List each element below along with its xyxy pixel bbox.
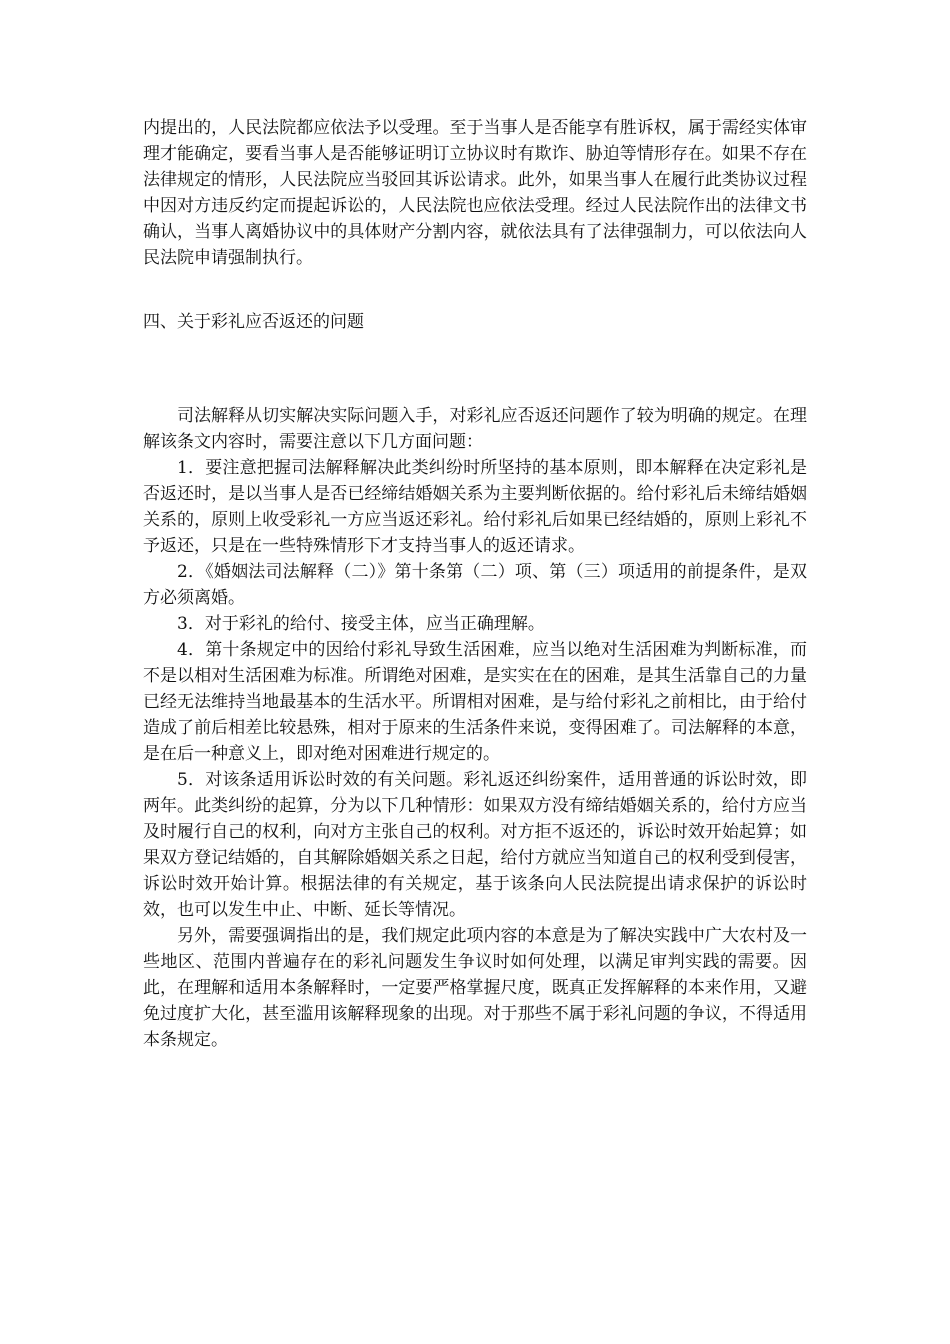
section-heading: 四、关于彩礼应否返还的问题 <box>143 312 364 332</box>
paragraph-closing: 另外，需要强调指出的是，我们规定此项内容的本意是为了解决实践中广大农村及一些地区、范围内普遍存在的彩礼问题发生争议时如何处理，以满足审判实践的需要。因此，在理解和适用本条解释时，一定要严格掌握尺度，既真正发挥解释的本来作用，又避免过度扩大化，甚至滥用该解释现象的出现。对于那些不属于彩礼问题的争议，不得适用本条规定。 <box>143 926 807 1050</box>
paragraph-item-1: 1．要注意把握司法解释解决此类纠纷时所坚持的基本原则，即本解释在决定彩礼是否返还时，是以当事人是否已经缔结婚姻关系为主要判断依据的。给付彩礼后未缔结婚姻关系的，原则上收受彩礼一方应当返还彩礼。给付彩礼后如果已经结婚的，原则上彩礼不予返还，只是在一些特殊情形下才支持当事人的返还请求。 <box>143 458 807 556</box>
paragraph-item-5: 5．对该条适用诉讼时效的有关问题。彩礼返还纠纷案件，适用普通的诉讼时效，即两年。此类纠纷的起算，分为以下几种情形：如果双方没有缔结婚姻关系的，给付方应当及时履行自己的权利，向对方主张自己的权利。对方拒不返还的，诉讼时效开始起算；如果双方登记结婚的，自其解除婚姻关系之日起，给付方就应当知道自己的权利受到侵害，诉讼时效开始计算。根据法律的有关规定，基于该条向人民法院提出请求保护的诉讼时效，也可以发生中止、中断、延长等情况。 <box>143 770 807 920</box>
paragraph-item-2: 2．《婚姻法司法解释（二）》第十条第（二）项、第（三）项适用的前提条件，是双方必须离婚。 <box>143 562 807 608</box>
paragraph-item-3: 3．对于彩礼的给付、接受主体，应当正确理解。 <box>177 614 545 634</box>
continuation-block <box>143 115 807 271</box>
body-block <box>143 403 807 1053</box>
paragraph-item-4: 4．第十条规定中的因给付彩礼导致生活困难，应当以绝对生活困难为判断标准，而不是以相对生活困难为标准。所谓绝对困难，是实实在在的困难，是其生活靠自己的力量已经无法维持当地最基本的生活水平。所谓相对困难，是与给付彩礼之前相比，由于给付造成了前后相差比较悬殊，相对于原来的生活条件来说，变得困难了。司法解释的本意，是在后一种意义上，即对绝对困难进行规定的。 <box>143 640 807 764</box>
continuation-paragraph: 内提出的，人民法院都应依法予以受理。至于当事人是否能享有胜诉权，属于需经实体审理才能确定，要看当事人是否能够证明订立协议时有欺诈、胁迫等情形存在。如果不存在法律规定的情形，人民法院应当驳回其诉讼请求。此外，如果当事人在履行此类协议过程中因对方违反约定而提起诉讼的，人民法院也应依法受理。经过人民法院作出的法律文书确认，当事人离婚协议中的具体财产分割内容，就依法具有了法律强制力，可以依法向人民法院申请强制执行。 <box>143 118 807 268</box>
paragraph-intro: 司法解释从切实解决实际问题入手，对彩礼应否返还问题作了较为明确的规定。在理解该条文内容时，需要注意以下几方面问题： <box>143 406 807 452</box>
